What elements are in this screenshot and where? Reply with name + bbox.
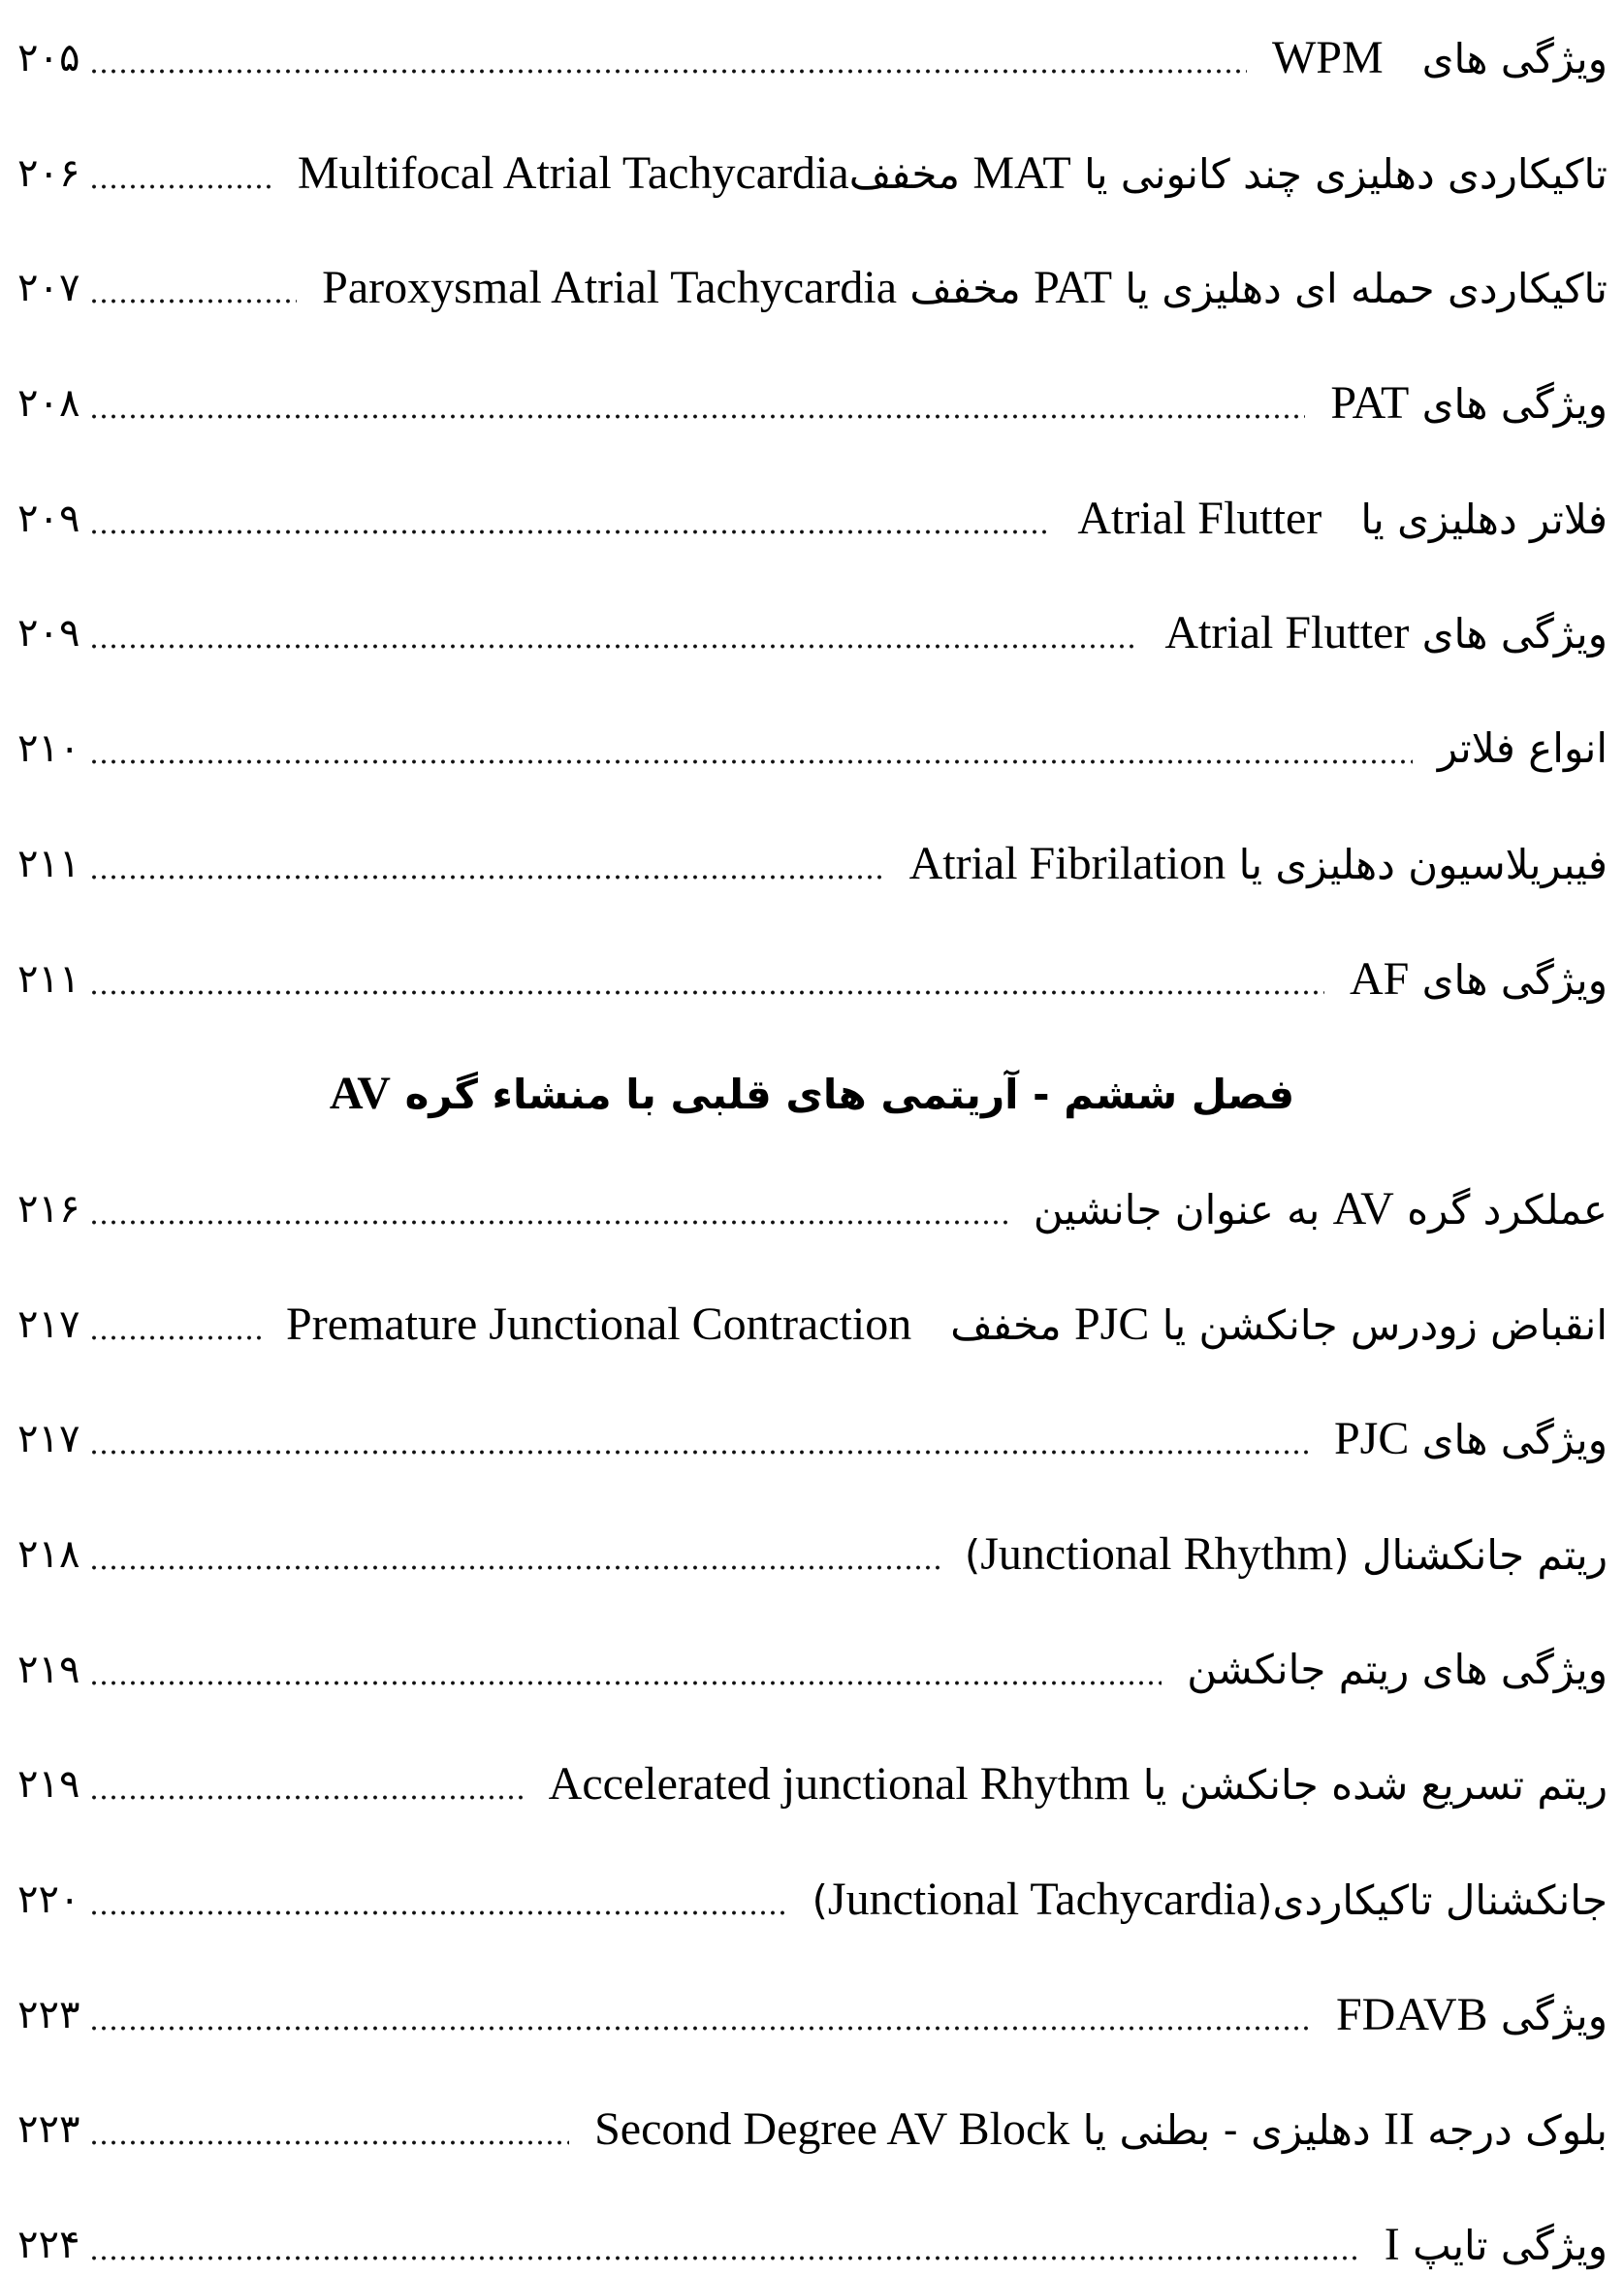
toc-entry-title: ریتم جانکشنال (Junctional Rhythm) — [964, 1527, 1608, 1580]
dot-leader — [89, 720, 1412, 778]
toc-entry — [0, 1755, 1624, 1813]
toc-entry-title: ویژگی های Atrial Flutter — [1164, 607, 1608, 659]
toc-entry-page-number: ۲۰۹ — [17, 496, 80, 541]
toc-entry-page-number: ۲۰۵ — [17, 36, 80, 80]
latin-text-run: Junctional Rhythm — [980, 1527, 1334, 1580]
dot-leader — [89, 29, 1246, 87]
dot-leader — [89, 1180, 1007, 1238]
table-of-contents — [0, 29, 1624, 2274]
toc-entry-page-number: ۲۱۱ — [17, 841, 80, 886]
latin-text-run: PAT — [1330, 377, 1410, 430]
latin-text-run: Atrial Flutter — [1164, 607, 1410, 659]
dot-leader — [89, 2216, 1358, 2274]
toc-entry-title: ویژگی های WPM — [1271, 32, 1608, 83]
dot-leader — [89, 2100, 569, 2159]
toc-entry-page-number: ۲۰۹ — [17, 611, 80, 657]
toc-entry-title: جانکشنال تاکیکاردی(Junctional Tachycardia) — [812, 1874, 1608, 1925]
toc-entry — [0, 2100, 1624, 2159]
latin-text-run: Atrial Fibrilation — [908, 837, 1226, 889]
latin-text-run: WPM — [1271, 32, 1384, 83]
latin-text-run: PJC — [1073, 1298, 1150, 1350]
latin-text-run: II — [1383, 2103, 1415, 2156]
chapter-heading: فصل ششم - آریتمی های قلبی با منشاء گره AV — [329, 1068, 1295, 1120]
latin-text-run: Accelerated junctional Rhythm — [548, 1758, 1130, 1811]
toc-entry-title: ریتم تسریع شده جانکشن یا Accelerated junctional Rhythm — [548, 1758, 1608, 1811]
toc-entry — [0, 2216, 1624, 2274]
dot-leader — [89, 604, 1139, 662]
dot-leader — [89, 490, 1052, 548]
latin-text-run: FDAVB — [1335, 1988, 1488, 2040]
toc-entry-title: انواع فلاتر — [1437, 724, 1608, 773]
toc-entry-title: ویژگی های ریتم جانکشن — [1187, 1645, 1608, 1693]
latin-text-run: Atrial Flutter — [1077, 492, 1322, 544]
dot-leader — [89, 1525, 939, 1584]
toc-entry-page-number: ۲۲۴ — [17, 2223, 80, 2268]
dot-leader — [89, 1871, 786, 1929]
latin-text-run: AV — [329, 1068, 391, 1120]
toc-entry-page-number: ۲۱۷ — [17, 1301, 80, 1347]
latin-text-run: Multifocal Atrial Tachycardia — [297, 146, 849, 199]
latin-text-run: PAT — [1034, 262, 1113, 314]
toc-entry — [0, 604, 1624, 662]
toc-entry — [0, 1410, 1624, 1468]
dot-leader — [89, 1410, 1308, 1468]
toc-entry — [0, 1986, 1624, 2044]
toc-entry — [0, 29, 1624, 87]
toc-entry-page-number: ۲۲۳ — [17, 1992, 80, 2037]
toc-entry-title: ویژگی های PJC — [1333, 1413, 1608, 1465]
dot-leader — [89, 1296, 261, 1354]
dot-leader — [89, 950, 1324, 1009]
dot-leader — [89, 259, 297, 317]
latin-text-run: Second Degree AV Block — [594, 2103, 1070, 2156]
toc-entry-title: ویژگی تایپ I — [1384, 2219, 1608, 2271]
latin-text-run: Paroxysmal Atrial Tachycardia — [322, 262, 898, 314]
toc-entry-title: عملکرد گره AV به عنوان جانشین — [1033, 1182, 1608, 1234]
toc-entry-page-number: ۲۱۹ — [17, 1762, 80, 1808]
toc-entry-page-number: ۲۱۶ — [17, 1186, 80, 1232]
dot-leader — [89, 374, 1305, 433]
toc-entry — [0, 259, 1624, 317]
latin-text-run: PJC — [1333, 1413, 1410, 1465]
dot-leader — [89, 1986, 1311, 2044]
toc-entry-page-number: ۲۲۰ — [17, 1877, 80, 1922]
toc-entry-title: ویژگی FDAVB — [1335, 1988, 1608, 2040]
toc-entry-page-number: ۲۱۱ — [17, 956, 80, 1002]
latin-text-run: MAT — [972, 146, 1071, 199]
toc-entry — [0, 1525, 1624, 1584]
toc-entry-title: تاکیکاردی حمله ای دهلیزی یا PAT مخفف Paroxysmal Atrial Tachycardia — [322, 262, 1608, 314]
dot-leader — [89, 1755, 523, 1813]
latin-text-run: I — [1384, 2219, 1400, 2271]
toc-entry-title: بلوک درجه II دهلیزی - بطنی یا Second Degree AV Block — [594, 2103, 1608, 2156]
toc-entry — [0, 374, 1624, 433]
toc-entry-page-number: ۲۱۹ — [17, 1647, 80, 1692]
latin-text-run: AV — [1332, 1182, 1394, 1234]
toc-entry — [0, 1180, 1624, 1238]
toc-entry-page-number: ۲۱۰ — [17, 726, 80, 772]
toc-entry-title: فلاتر دهلیزی یا Atrial Flutter — [1077, 492, 1608, 544]
toc-entry-page-number: ۲۱۸ — [17, 1531, 80, 1577]
toc-entry — [0, 144, 1624, 203]
latin-text-run: AF — [1349, 952, 1410, 1005]
toc-entry — [0, 490, 1624, 548]
toc-entry-title: انقباض زودرس جانکشن یا PJC مخفف Premature Junctional Contraction — [286, 1298, 1608, 1350]
toc-entry-title: تاکیکاردی دهلیزی چند کانونی یا MAT مخففMultifocal Atrial Tachycardia — [297, 146, 1608, 199]
toc-entry-page-number: ۲۰۷ — [17, 266, 80, 311]
toc-entry-page-number: ۲۲۳ — [17, 2107, 80, 2153]
dot-leader — [89, 835, 883, 893]
dot-leader — [89, 1641, 1162, 1699]
toc-entry — [0, 720, 1624, 778]
latin-text-run: Junctional Tachycardia — [827, 1874, 1258, 1925]
toc-entry — [0, 835, 1624, 893]
latin-text-run: Premature Junctional Contraction — [286, 1298, 912, 1350]
toc-entry-title: ویژگی های PAT — [1330, 377, 1608, 430]
toc-entry — [0, 1641, 1624, 1699]
toc-entry — [0, 1871, 1624, 1929]
dot-leader — [89, 144, 271, 203]
toc-entry-page-number: ۲۰۶ — [17, 150, 80, 196]
toc-entry-page-number: ۲۱۷ — [17, 1417, 80, 1462]
toc-entry-title: ویژگی های AF — [1349, 952, 1608, 1005]
toc-entry-title: فیبریلاسیون دهلیزی یا Atrial Fibrilation — [908, 837, 1608, 889]
toc-entry — [0, 1296, 1624, 1354]
toc-entry — [0, 950, 1624, 1009]
toc-entry-page-number: ۲۰۸ — [17, 381, 80, 427]
